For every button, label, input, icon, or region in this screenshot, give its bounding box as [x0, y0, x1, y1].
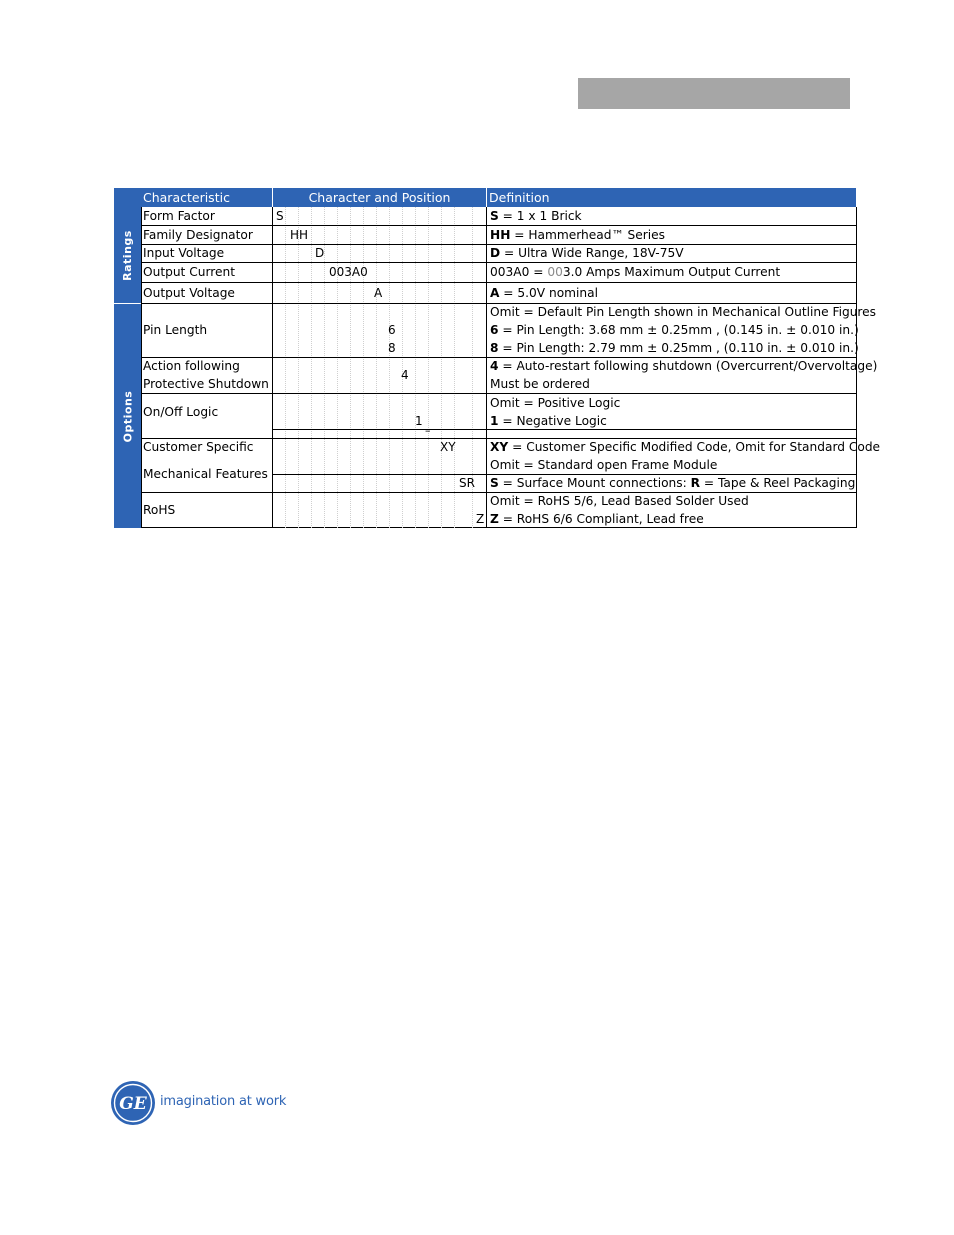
- definition-mechanical-omit: Omit = Standard open Frame Module: [490, 458, 718, 472]
- definition-on-off-negative: 1 = Negative Logic: [490, 414, 607, 428]
- definition-rohs-omit: Omit = RoHS 5/6, Lead Based Solder Used: [490, 494, 749, 508]
- row-divider: [141, 262, 856, 263]
- column-divider: [486, 207, 487, 528]
- table-header: [141, 188, 856, 207]
- code-pin-length-8: 8: [388, 341, 396, 355]
- code-family-designator: HH: [290, 228, 309, 242]
- header-gray-bar: [578, 78, 850, 109]
- row-label-mechanical-features: Mechanical Features: [143, 467, 268, 481]
- definition-output-voltage: A = 5.0V nominal: [490, 286, 599, 300]
- band-ratings-label: Ratings: [121, 229, 134, 281]
- definition-input-voltage: D = Ultra Wide Range, 18V-75V: [490, 246, 684, 260]
- row-label-on-off-logic: On/Off Logic: [143, 405, 219, 419]
- code-dash: –: [425, 424, 431, 437]
- code-pin-length-6: 6: [388, 323, 396, 337]
- row-label-pin-length: Pin Length: [143, 323, 208, 337]
- position-divider: [285, 207, 286, 528]
- code-input-voltage: D: [315, 246, 325, 260]
- position-divider: [337, 207, 338, 528]
- definition-shutdown: 4 = Auto-restart following shutdown (Overcurrent/Overvoltage): [490, 359, 878, 373]
- position-divider: [389, 207, 390, 528]
- definition-family-designator: HH = Hammerhead™ Series: [490, 228, 666, 242]
- header-position: Character and Position: [308, 190, 451, 205]
- definition-pin-length-6: 6 = Pin Length: 3.68 mm ± 0.25mm , (0.145 in. ± 0.010 in.): [490, 323, 859, 337]
- definition-shutdown-note: Must be ordered: [490, 377, 590, 391]
- column-divider: [272, 207, 273, 528]
- definition-output-current: 003A0 = 003.0 Amps Maximum Output Current: [490, 265, 781, 279]
- row-label-output-current: Output Current: [143, 265, 235, 279]
- code-rohs: Z: [476, 512, 485, 526]
- code-mechanical-features: SR: [459, 476, 475, 490]
- header-separator: [486, 188, 487, 207]
- definition-form-factor: S = 1 x 1 Brick: [490, 209, 582, 223]
- position-divider: [415, 207, 416, 528]
- code-form-factor: S: [276, 209, 284, 223]
- definition-on-off-positive: Omit = Positive Logic: [490, 396, 621, 410]
- code-on-off-logic: 1: [415, 414, 423, 428]
- definition-rohs-z: Z = RoHS 6/6 Compliant, Lead free: [490, 512, 704, 526]
- position-divider: [311, 207, 312, 528]
- ge-logo-icon: [110, 1080, 156, 1126]
- ordering-code-table: [114, 188, 881, 528]
- header-definition: Definition: [489, 190, 550, 205]
- row-divider: [273, 429, 856, 430]
- definition-pin-length-8: 8 = Pin Length: 2.79 mm ± 0.25mm , (0.110 in. ± 0.010 in.): [490, 341, 859, 355]
- row-label-output-voltage: Output Voltage: [143, 286, 235, 300]
- header-characteristic: Characteristic: [143, 190, 230, 205]
- logo-tagline: imagination at work: [160, 1094, 287, 1109]
- band-options-label: Options: [121, 390, 135, 442]
- band-options: [114, 304, 141, 528]
- definition-customer-specific: XY = Customer Specific Modified Code, Omit for Standard Code: [490, 440, 881, 454]
- position-divider: [454, 207, 455, 528]
- row-label-input-voltage: Input Voltage: [143, 246, 225, 260]
- code-output-current: 003A0: [329, 265, 368, 279]
- logo-mark: GE: [119, 1094, 147, 1114]
- band-ratings: [114, 207, 141, 303]
- row-label-rohs: RoHS: [143, 503, 176, 517]
- position-divider: [363, 207, 364, 528]
- definition-pin-length-omit: Omit = Default Pin Length shown in Mechanical Outline Figures: [490, 305, 877, 319]
- position-divider: [298, 207, 299, 528]
- code-shutdown: 4: [401, 368, 409, 382]
- row-label-customer-specific: Customer Specific: [143, 440, 254, 454]
- code-output-voltage: A: [374, 286, 383, 300]
- code-customer-specific: XY: [440, 440, 456, 454]
- row-divider: [141, 393, 856, 394]
- row-label-form-factor: Form Factor: [143, 209, 215, 223]
- position-divider: [376, 207, 377, 528]
- position-divider: [350, 207, 351, 528]
- row-label-protective-shutdown: Protective Shutdown: [143, 377, 269, 391]
- position-divider: [428, 207, 429, 528]
- row-label-family-designator: Family Designator: [143, 228, 253, 242]
- position-divider: [441, 207, 442, 528]
- row-divider: [141, 282, 856, 283]
- row-label-action-following: Action following: [143, 359, 240, 373]
- definition-mechanical-sr: S = Surface Mount connections: R = Tape & Reel Packaging: [490, 476, 856, 490]
- row-divider: [141, 225, 856, 226]
